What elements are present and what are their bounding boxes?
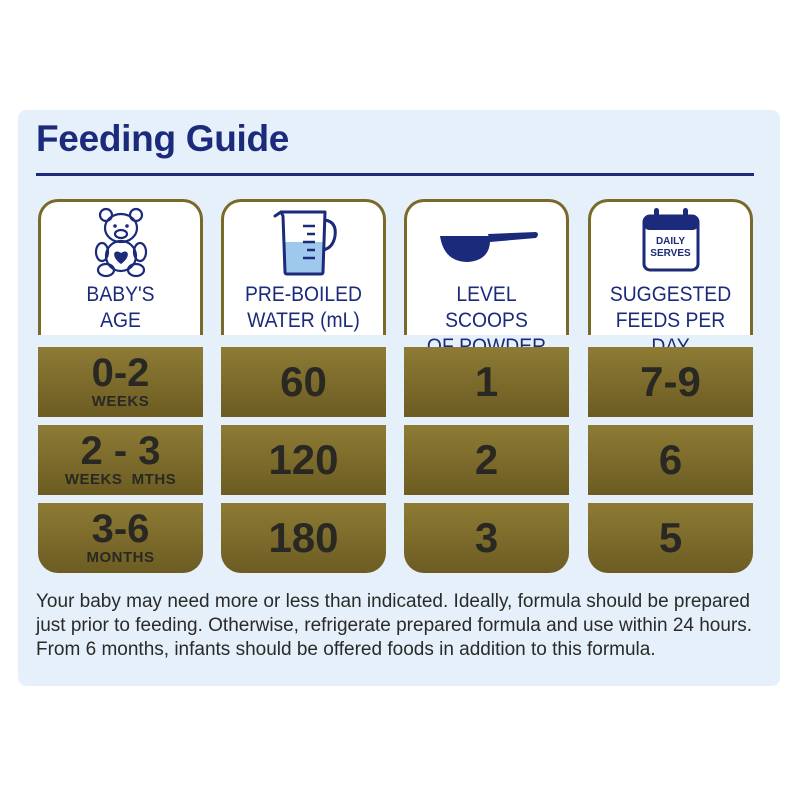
age-cell-1	[38, 425, 203, 495]
column-water	[221, 199, 386, 561]
scoops-value: 2	[474, 436, 499, 483]
water-value: 60	[280, 358, 327, 405]
feeds-value: 5	[658, 514, 683, 561]
scoops-value: 1	[474, 358, 499, 405]
column-header	[38, 199, 203, 335]
water-cell-0	[221, 347, 386, 417]
measuring-jug-icon	[269, 206, 339, 278]
calendar-icon	[640, 206, 702, 272]
age-unit: WEEKS	[91, 393, 150, 410]
scoops-cell-1	[404, 425, 569, 495]
water-cell-1	[221, 425, 386, 495]
column-label	[230, 282, 376, 334]
feeds-value: 7-9	[640, 358, 701, 405]
page-title: Feeding Guide	[36, 118, 290, 159]
age-unit: WEEKS MTHS	[64, 471, 177, 488]
water-value: 120	[268, 436, 339, 483]
label-line: AGE	[100, 309, 141, 332]
column-feeds	[588, 199, 753, 561]
feeds-cell-2	[588, 503, 753, 573]
feeds-cell-1	[588, 425, 753, 495]
feeding-note	[36, 590, 766, 662]
feeds-value: 6	[658, 436, 683, 483]
label-line: LEVEL SCOOPS	[445, 283, 528, 332]
age-range: 3-6	[91, 507, 150, 551]
label-line: BABY'S	[86, 283, 155, 306]
age-cell-0	[38, 347, 203, 417]
feeds-cell-0	[588, 347, 753, 417]
note-line: Your baby may need more or less than indicated. Ideally, formula should be prepared	[36, 591, 750, 612]
water-value: 180	[268, 514, 339, 561]
scoops-cell-2	[404, 503, 569, 573]
column-header	[588, 199, 753, 335]
column-scoops	[404, 199, 569, 561]
age-unit: MONTHS	[86, 549, 155, 566]
age-range: 2 - 3	[80, 429, 161, 473]
label-line: SUGGESTED	[609, 283, 732, 306]
water-cell-2	[221, 503, 386, 573]
column-header	[221, 199, 386, 335]
calendar-line: SERVES	[650, 248, 691, 259]
column-label	[47, 282, 193, 334]
age-cell-2	[38, 503, 203, 573]
calendar-line: DAILY	[655, 236, 686, 247]
teddy-bear-icon	[86, 206, 156, 278]
age-range: 0-2	[91, 351, 150, 395]
label-line: WATER (mL)	[247, 309, 360, 332]
title-divider	[36, 173, 754, 176]
calendar-text	[640, 236, 702, 260]
label-line: PRE-BOILED	[244, 283, 363, 306]
column-babys-age	[38, 199, 203, 566]
note-line: From 6 months, infants should be offered foods in addition to this formula.	[36, 639, 656, 660]
scoops-value: 3	[474, 514, 499, 561]
scoop-icon	[432, 206, 542, 278]
scoops-cell-0	[404, 347, 569, 417]
label-line: FEEDS PER	[615, 309, 726, 332]
note-line: just prior to feeding. Otherwise, refrigerate prepared formula and use within 24 hours.	[36, 615, 753, 636]
column-header	[404, 199, 569, 335]
